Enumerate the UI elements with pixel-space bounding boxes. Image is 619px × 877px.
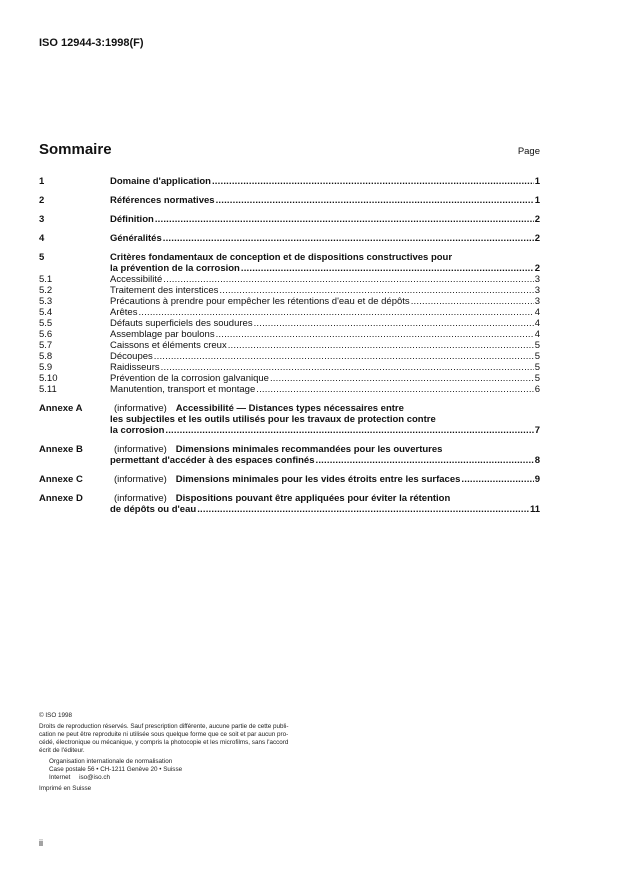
copyright-block (39, 712, 339, 793)
subclause-number: 5.8 (39, 351, 53, 362)
subclause-number: 5.5 (39, 318, 53, 329)
page-number: 4 (534, 318, 540, 329)
toc-entry-5-7[interactable] (39, 340, 540, 351)
page-number: 3 (534, 285, 540, 296)
clause-number: 4 (39, 233, 45, 244)
dot-leader (163, 274, 533, 285)
toc-entry-5-11[interactable] (39, 384, 540, 395)
subclause-title: Caissons et éléments creux (110, 340, 227, 351)
annex-type: (informative) (114, 403, 167, 414)
annex-title-continued: la corrosion (110, 425, 165, 436)
annex-title-continued: les subjectiles et les outils utilisés pour les travaux de protection contre (110, 414, 436, 425)
subclause-title: Défauts superficiels des soudures (110, 318, 253, 329)
subclause-number: 5.1 (39, 274, 53, 285)
subclause-title: Traitement des interstices (110, 285, 219, 296)
toc-entry-5-8[interactable] (39, 351, 540, 362)
subclause-number: 5.3 (39, 296, 53, 307)
page-number: 2 (534, 214, 540, 225)
subclause-number: 5.9 (39, 362, 53, 373)
toc-entry-5-6[interactable] (39, 329, 540, 340)
toc-entry-annex-d[interactable] (39, 493, 540, 515)
dot-leader (165, 425, 533, 436)
subclause-number: 5.2 (39, 285, 53, 296)
page-number: 3 (534, 274, 540, 285)
subclause-title: Arêtes (110, 307, 138, 318)
annex-type: (informative) (114, 444, 167, 455)
printed-in: Imprimé en Suisse (39, 785, 92, 792)
toc-entry-clause-5[interactable] (39, 252, 540, 274)
annex-type: (informative) (114, 493, 167, 504)
toc-entry-5-10[interactable] (39, 373, 540, 384)
toc-entry-clause-1[interactable] (39, 176, 540, 187)
page-number: 5 (534, 373, 540, 384)
page-number: 8 (534, 455, 540, 466)
dot-leader (228, 340, 534, 351)
internet-address: Internet iso@iso.ch (49, 774, 110, 781)
toc-entry-5-4[interactable] (39, 307, 540, 318)
page-number: 4 (534, 329, 540, 340)
contents-title: Sommaire (39, 141, 112, 158)
subclause-number: 5.4 (39, 307, 53, 318)
page-column-label: Page (517, 146, 540, 157)
page-number: 5 (534, 351, 540, 362)
dot-leader (197, 504, 529, 515)
annex-title: Accessibilité — Distances types nécessaires entre (175, 403, 404, 414)
clause-number: 1 (39, 176, 45, 187)
page-number: 5 (534, 340, 540, 351)
dot-leader (155, 214, 534, 225)
dot-leader (411, 296, 534, 307)
clause-title: Définition (110, 214, 154, 225)
dot-leader (241, 263, 534, 274)
annex-label: Annexe A (39, 403, 83, 414)
dot-leader (216, 329, 534, 340)
page-number: 6 (534, 384, 540, 395)
subclause-title: Manutention, transport et montage (110, 384, 256, 395)
dot-leader (256, 384, 533, 395)
subclause-number: 5.6 (39, 329, 53, 340)
annex-title: Dispositions pouvant être appliquées pour éviter la rétention (175, 493, 451, 504)
dot-leader (212, 176, 534, 187)
rights-text-line: Droits de reproduction réservés. Sauf prescription différente, aucune partie de cette publi- (39, 723, 289, 730)
document-id-header: ISO 12944-3:1998(F) (39, 37, 144, 49)
toc-entry-annex-c[interactable] (39, 474, 540, 485)
annex-title-continued: de dépôts ou d'eau (110, 504, 197, 515)
clause-number: 2 (39, 195, 45, 206)
clause-title: Généralités (110, 233, 162, 244)
page-number: 2 (534, 263, 540, 274)
page-number: 1 (534, 176, 540, 187)
dot-leader (254, 318, 534, 329)
annex-label: Annexe D (39, 493, 83, 504)
dot-leader (161, 362, 534, 373)
toc-entry-clause-2[interactable] (39, 195, 540, 206)
annex-label: Annexe B (39, 444, 83, 455)
subclause-title: Assemblage par boulons (110, 329, 215, 340)
dot-leader (316, 455, 534, 466)
rights-text-line: cédé, électronique ou mécanique, y compris la photocopie et les microfilms, sans l'accord (39, 739, 289, 746)
toc-entry-5-1[interactable] (39, 274, 540, 285)
clause-number: 5 (39, 252, 45, 263)
annex-title: Dimensions minimales pour les vides étroits entre les surfaces (175, 474, 461, 485)
clause-title: Domaine d'application (110, 176, 211, 187)
annex-label: Annexe C (39, 474, 83, 485)
copyright-notice: © ISO 1998 (39, 712, 72, 719)
subclause-title: Découpes (110, 351, 153, 362)
toc-entry-clause-4[interactable] (39, 233, 540, 244)
toc-entry-5-3[interactable] (39, 296, 540, 307)
subclause-title: Raidisseurs (110, 362, 160, 373)
subclause-number: 5.10 (39, 373, 58, 384)
organisation-name: Organisation internationale de normalisation (49, 758, 173, 765)
page-number: 11 (529, 504, 540, 515)
page-number: 9 (534, 474, 540, 485)
dot-leader (163, 233, 534, 244)
toc-entry-clause-3[interactable] (39, 214, 540, 225)
subclause-title: Précautions à prendre pour empêcher les rétentions d'eau et de dépôts (110, 296, 410, 307)
subclause-title: Prévention de la corrosion galvanique (110, 373, 269, 384)
toc-entry-annex-b[interactable] (39, 444, 540, 466)
dot-leader (219, 285, 533, 296)
page-number: 2 (534, 233, 540, 244)
subclause-title: Accessibilité (110, 274, 163, 285)
rights-text-line: écrit de l'éditeur. (39, 747, 85, 754)
annex-title: Dimensions minimales recommandées pour les ouvertures (175, 444, 443, 455)
page-number: 4 (534, 307, 540, 318)
page-number: 3 (534, 296, 540, 307)
subclause-number: 5.7 (39, 340, 53, 351)
dot-leader (138, 307, 533, 318)
page-number: 1 (534, 195, 540, 206)
rights-text-line: cation ne peut être reproduite ni utilisée sous quelque forme que ce soit et par aucun pro- (39, 731, 289, 738)
toc-entry-5-9[interactable] (39, 362, 540, 373)
dot-leader (154, 351, 534, 362)
toc-entry-annex-a[interactable] (39, 403, 540, 436)
toc-entry-5-5[interactable] (39, 318, 540, 329)
clause-title: Critères fondamentaux de conception et de dispositions constructives pour (110, 252, 453, 263)
dot-leader (216, 195, 534, 206)
table-of-contents (39, 176, 540, 515)
clause-title: Références normatives (110, 195, 215, 206)
postal-address: Case postale 56 • CH-1211 Genève 20 • Suisse (49, 766, 183, 773)
subclause-number: 5.11 (39, 384, 57, 395)
page-number: 7 (534, 425, 540, 436)
annex-type: (informative) (114, 474, 167, 485)
toc-entry-5-2[interactable] (39, 285, 540, 296)
page-number: 5 (534, 362, 540, 373)
dot-leader (461, 474, 533, 485)
clause-title-continued: la prévention de la corrosion (110, 263, 240, 274)
page-folio: ii (39, 838, 43, 848)
annex-title-continued: permettant d'accéder à des espaces confinés (110, 455, 315, 466)
dot-leader (270, 373, 534, 384)
clause-number: 3 (39, 214, 45, 225)
